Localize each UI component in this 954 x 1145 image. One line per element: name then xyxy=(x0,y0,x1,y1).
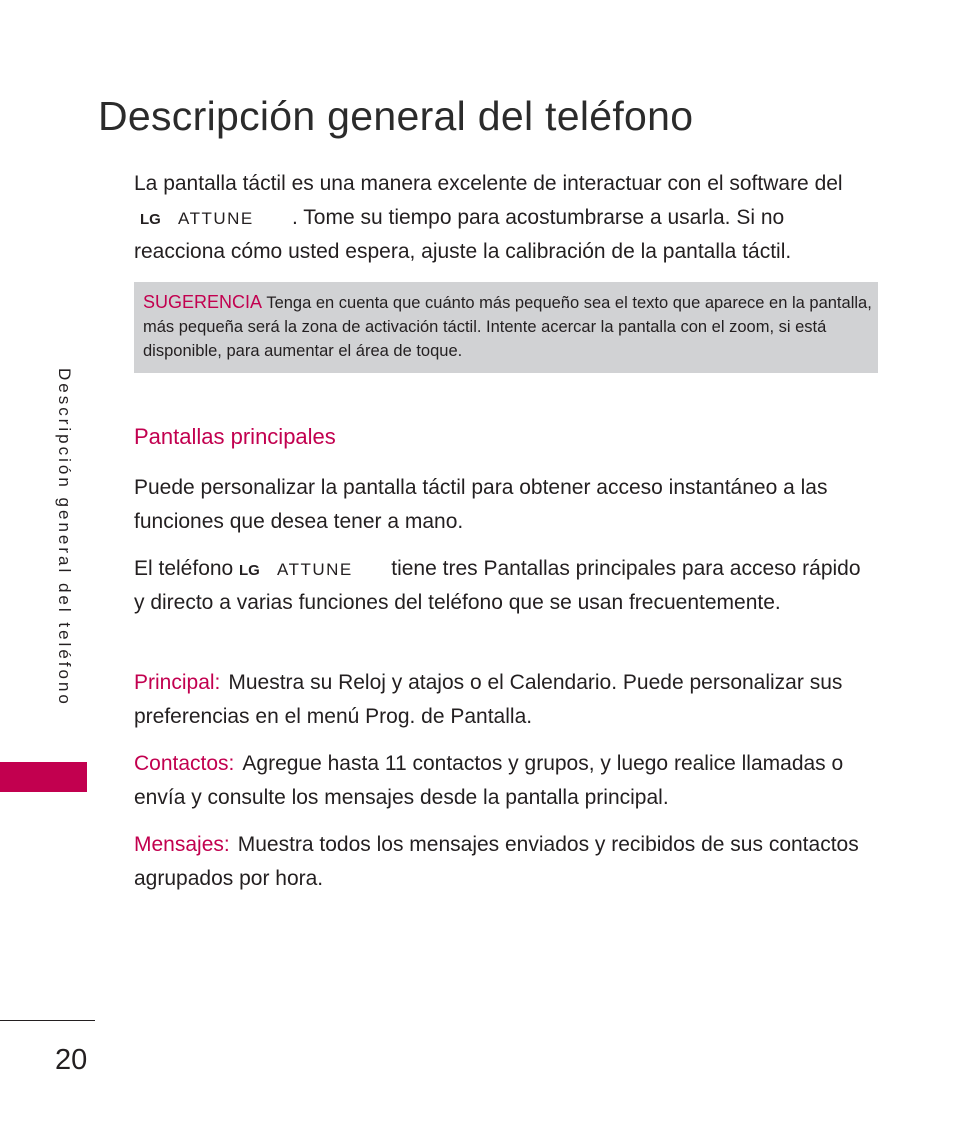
definition-text: Agregue hasta 11 contactos y grupos, y luego realice llamadas o envía y consulte los mensajes desde la pantalla principal. xyxy=(134,752,844,809)
para2-text-2: tiene tres Pantallas principales para acceso rápido y directo a varias funciones del teléfono que se usan frecuentemente. xyxy=(134,557,861,614)
definition-text: Muestra todos los mensajes enviados y recibidos de sus contactos agrupados por hora. xyxy=(134,833,859,890)
side-tab-label: Descripción general del teléfono xyxy=(55,368,74,707)
section-heading: Pantallas principales xyxy=(134,424,336,449)
svg-text:ATTUNE: ATTUNE xyxy=(178,209,254,229)
para2-text-1: El teléfono xyxy=(134,557,234,580)
svg-text:LG: LG xyxy=(239,562,261,580)
definition-text: Muestra su Reloj y atajos o el Calendario. Puede personalizar sus preferencias en el menú Prog. de Pantalla. xyxy=(134,671,843,728)
lg-attune-logo xyxy=(140,208,286,228)
tip-box xyxy=(134,282,878,373)
intro-text-1: La pantalla táctil es una manera excelente de interactuar con el software del xyxy=(134,172,843,195)
lg-attune-logo xyxy=(239,559,385,579)
tip-label: SUGERENCIA xyxy=(143,292,263,312)
footer-rule xyxy=(0,1020,95,1021)
tip-text: Tenga en cuenta que cuánto más pequeño sea el texto que aparece en la pantalla, más pequeña será la zona de activación táctil. Intente acercar la pantalla con el zoom, si está disponible, para aumentar el área de toque. xyxy=(143,294,872,360)
definition-principal xyxy=(134,666,874,734)
paragraph-home-screens xyxy=(134,552,874,620)
definition-mensajes xyxy=(134,828,874,896)
definition-contactos xyxy=(134,747,874,815)
definition-term: Principal: xyxy=(134,671,221,694)
svg-text:ATTUNE: ATTUNE xyxy=(277,560,353,580)
side-tab-marker xyxy=(0,762,87,792)
definition-term: Contactos: xyxy=(134,752,235,775)
page-number: 20 xyxy=(55,1044,88,1076)
page-title: Descripción general del teléfono xyxy=(98,93,694,140)
intro-paragraph xyxy=(134,167,874,269)
definition-term: Mensajes: xyxy=(134,833,230,856)
paragraph-customize: Puede personalizar la pantalla táctil para obtener acceso instantáneo a las funciones que desea tener a mano. xyxy=(134,476,828,533)
intro-text-2: . Tome su tiempo para acostumbrarse a usarla. Si no reacciona cómo usted espera, ajuste la calibración de la pantalla táctil. xyxy=(134,206,792,263)
svg-text:LG: LG xyxy=(140,211,161,229)
